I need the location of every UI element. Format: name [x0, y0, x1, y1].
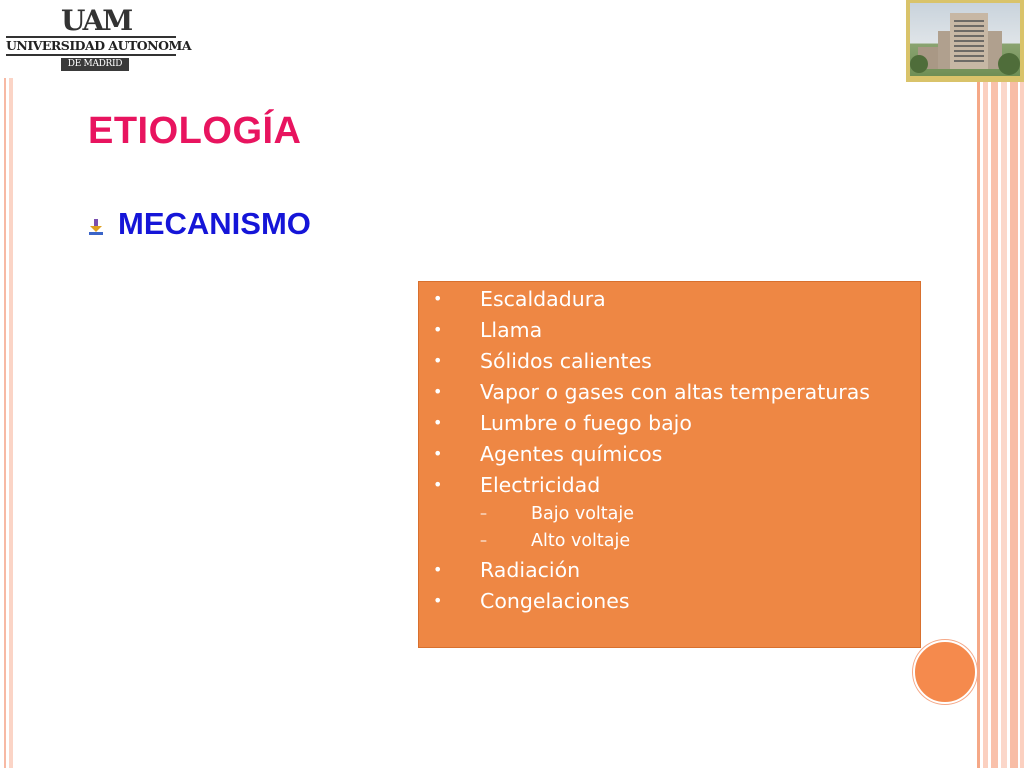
list-item	[419, 346, 920, 377]
hospital-building-photo	[906, 0, 1024, 82]
list-item-text: Escaldadura	[480, 287, 606, 311]
logo-name: UNIVERSIDAD AUTONOMA	[6, 36, 176, 56]
bullet-marker: •	[433, 413, 443, 432]
list-item-text: Radiación	[480, 558, 581, 582]
list-item	[419, 586, 920, 617]
list-item	[419, 315, 920, 346]
list-item-text: Llama	[480, 318, 543, 342]
bullet-marker: •	[433, 351, 443, 370]
bullet-marker: •	[433, 591, 443, 610]
electricity-sublist	[419, 501, 920, 555]
right-border-stripe	[983, 78, 988, 768]
list-item-text: Vapor o gases con altas temperaturas	[480, 380, 870, 404]
list-item	[419, 439, 920, 470]
decorative-circle	[913, 640, 977, 704]
bullet-marker: •	[433, 475, 443, 494]
list-item-text: Agentes químicos	[480, 442, 663, 466]
list-item-text: Lumbre o fuego bajo	[480, 411, 692, 435]
list-item-text: Bajo voltaje	[531, 504, 635, 524]
mechanism-list-box	[418, 281, 921, 648]
sub-list-item	[419, 501, 920, 528]
left-border-stripe	[4, 78, 6, 768]
list-item-text: Congelaciones	[480, 589, 630, 613]
mechanism-list-continued	[419, 555, 920, 617]
right-border-stripe	[1020, 78, 1024, 768]
list-item-text: Alto voltaje	[531, 531, 631, 551]
university-logo	[6, 4, 192, 69]
bullet-marker: •	[433, 560, 443, 579]
right-border-stripe	[1001, 78, 1007, 768]
list-item	[419, 470, 920, 501]
bullet-marker: •	[433, 444, 443, 463]
mechanism-list	[419, 284, 920, 501]
list-item	[419, 555, 920, 586]
list-item-text: Sólidos calientes	[480, 349, 652, 373]
bullet-marker: •	[433, 382, 443, 401]
sub-list-item	[419, 528, 920, 555]
bullet-marker: •	[433, 320, 443, 339]
list-item-text: Electricidad	[480, 473, 601, 497]
bullet-marker: •	[433, 289, 443, 308]
right-border-stripe	[1010, 78, 1018, 768]
arrow-bullet-icon	[88, 219, 104, 235]
dash-marker: –	[480, 506, 487, 522]
logo-subname: DE MADRID	[61, 58, 129, 71]
list-item	[419, 284, 920, 315]
slide-subtitle: MECANISMO	[118, 206, 311, 241]
list-item	[419, 408, 920, 439]
slide-title: ETIOLOGÍA	[88, 110, 302, 152]
right-border-stripe	[977, 78, 980, 768]
list-item	[419, 377, 920, 408]
right-border-stripe	[991, 78, 998, 768]
dash-marker: –	[480, 533, 487, 549]
logo-mark: UAM	[61, 4, 132, 37]
left-border-stripe	[9, 78, 13, 768]
